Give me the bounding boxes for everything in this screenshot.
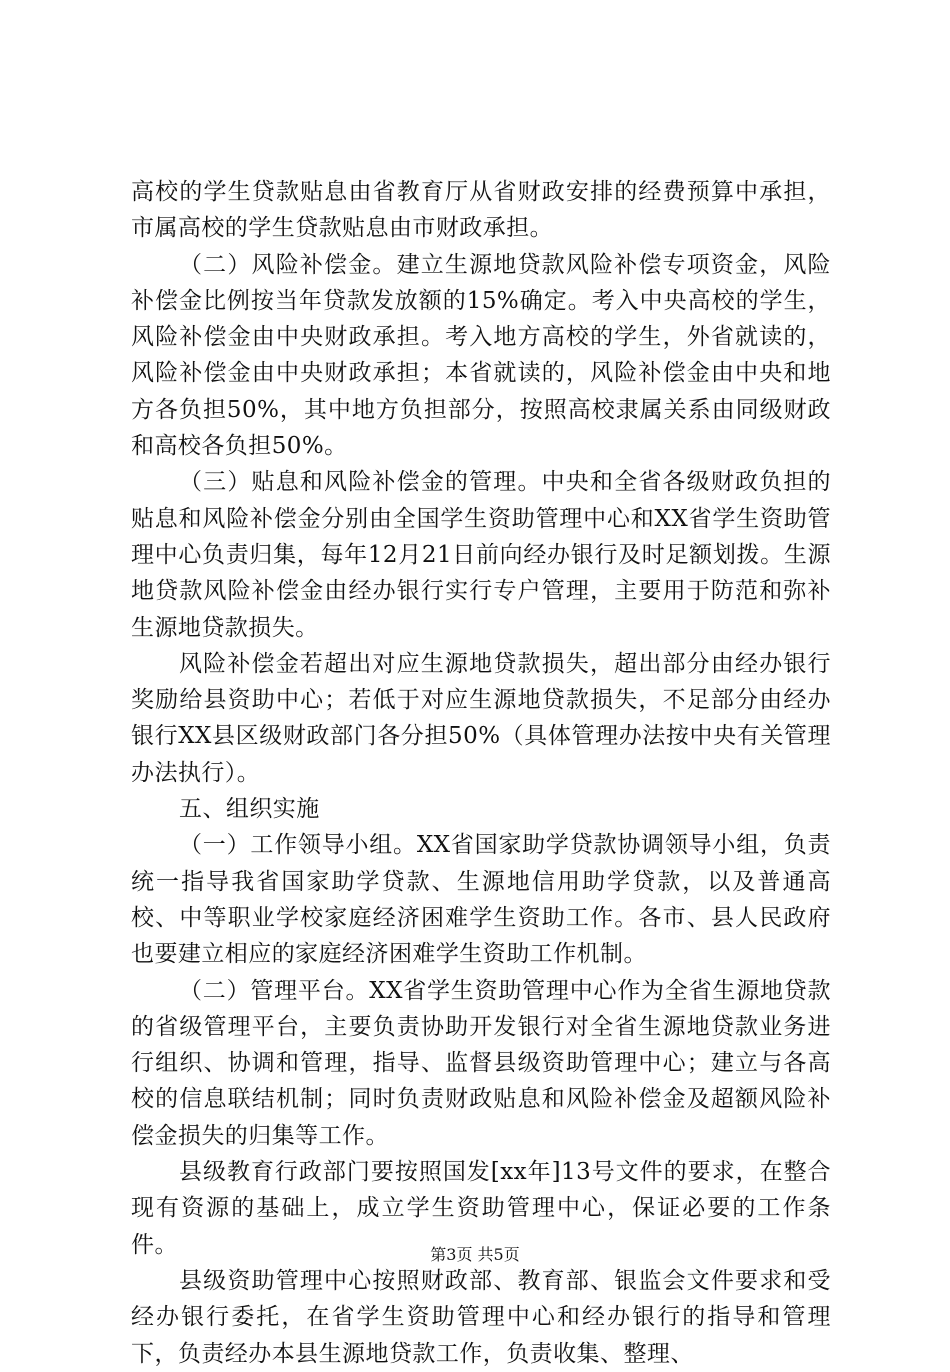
paragraph-subsidy-continuation: 高校的学生贷款贴息由省教育厅从省财政安排的经费预算中承担，市属高校的学生贷款贴息由市财政承担。 xyxy=(131,179,831,242)
page-footer: 第3页 共5页 xyxy=(430,1245,520,1264)
paragraph-risk-surplus: 风险补偿金若超出对应生源地贷款损失，超出部分由经办银行奖励给县资助中心；若低于对应生源地贷款损失，不足部分由经办银行XX县区级财政部门各分担50%（具体管理办法按中央有关管理办法执行）。 xyxy=(131,650,831,786)
paragraph-leadership-group: （一）工作领导小组。XX省国家助学贷款协调领导小组，负责统一指导我省国家助学贷款、生源地信用助学贷款，以及普通高校、中等职业学校家庭经济困难学生资助工作。各市、县人民政府也要建立相应的家庭经济困难学生资助工作机制。 xyxy=(131,832,831,968)
paragraph-county-center: 县级资助管理中心按照财政部、教育部、银监会文件要求和受经办银行委托，在省学生资助管理中心和经办银行的指导和管理下，负责经办本县生源地贷款工作，负责收集、整理、 xyxy=(131,1267,831,1367)
paragraph-risk-compensation: （二）风险补偿金。建立生源地贷款风险补偿专项资金，风险补偿金比例按当年贷款发放额的15%确定。考入中央高校的学生，风险补偿金由中央财政承担。考入地方高校的学生，外省就读的，风险补偿金由中央财政承担；本省就读的，风险补偿金由中央和地方各负担50%，其中地方负担部分，按照高校隶属关系由同级财政和高校各负担50%。 xyxy=(131,251,831,460)
section-heading-implementation: 五、组织实施 xyxy=(179,796,320,823)
paragraph-subsidy-management: （三）贴息和风险补偿金的管理。中央和全省各级财政负担的贴息和风险补偿金分别由全国学生资助管理中心和XX省学生资助管理中心负责归集，每年12月21日前向经办银行及时足额划拨。生源地贷款风险补偿金由经办银行实行专户管理，主要用于防范和弥补生源地贷款损失。 xyxy=(131,469,831,641)
document-body xyxy=(131,174,831,1372)
paragraph-county-department: 县级教育行政部门要按照国发[xx年]13号文件的要求，在整合现有资源的基础上，成立学生资助管理中心，保证必要的工作条件。 xyxy=(131,1159,831,1258)
paragraph-management-platform: （二）管理平台。XX省学生资助管理中心作为全省生源地贷款的省级管理平台，主要负责协助开发银行对全省生源地贷款业务进行组织、协调和管理，指导、监督县级资助管理中心；建立与各高校的信息联结机制；同时负责财政贴息和风险补偿金及超额风险补偿金损失的归集等工作。 xyxy=(131,977,831,1149)
